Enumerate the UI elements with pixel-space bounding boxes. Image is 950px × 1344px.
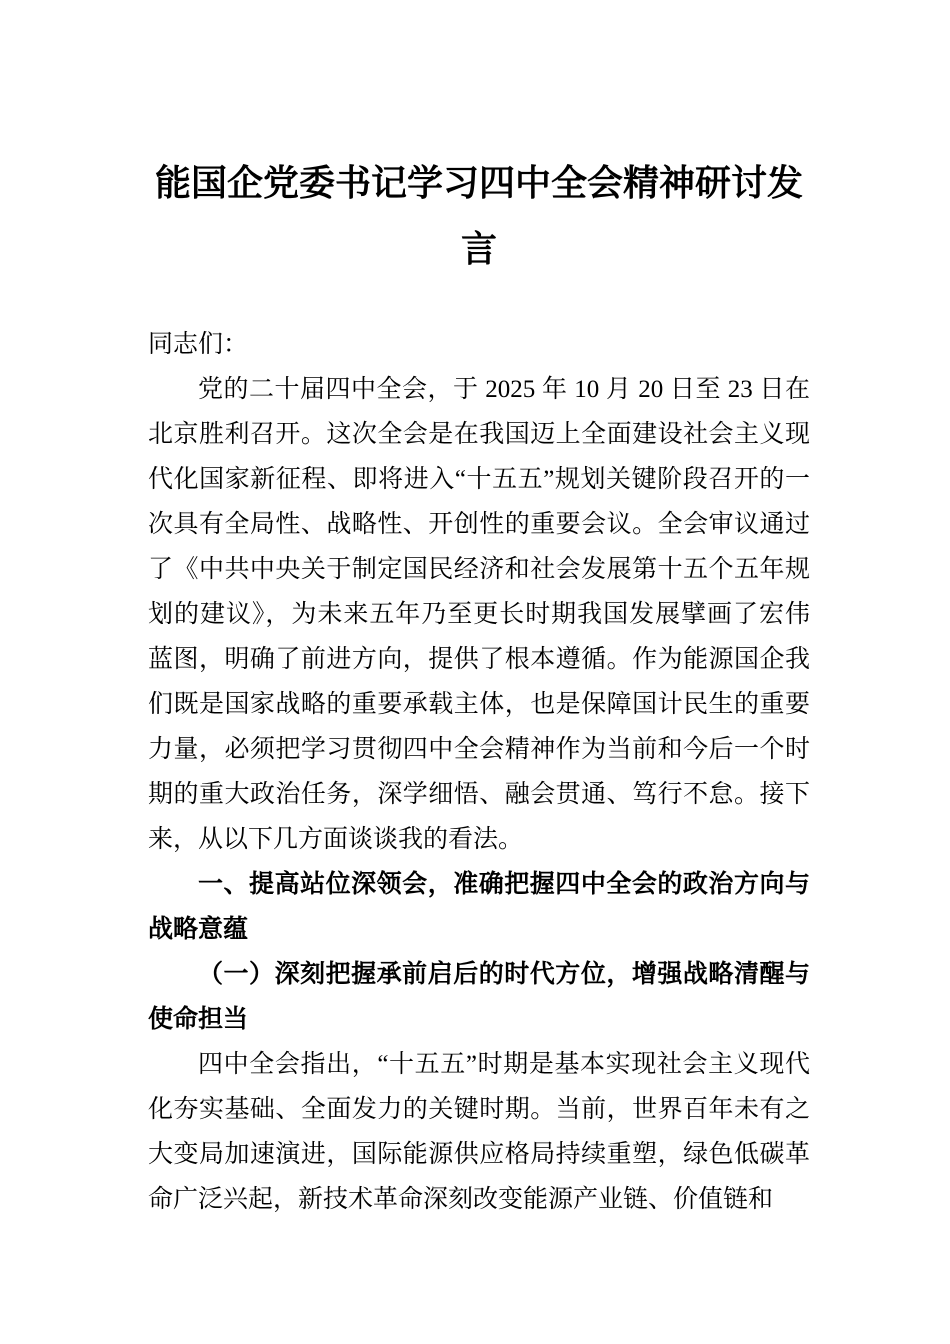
subsection-heading-1-1: （一）深刻把握承前启后的时代方位，增强战略清醒与使命担当 [148,961,810,1033]
intro-paragraph: 党的二十届四中全会，于 2025 年 10 月 20 日至 23 日在北京胜利召开。这次全会是在我国迈上全面建设社会主义现代化国家新征程、即将进入“十五五”规划关键阶段召开的一次具有全局性、战略性、开创性的重要会议。全会审议通过了《中共中央关于制定国民经济和社会发展第十五个五年规划的建议》，为未来五年乃至更长时期我国发展擘画了宏伟蓝图，明确了前进方向，提供了根本遵循。作为能源国企我们既是国家战略的重要承载主体，也是保障国计民生的重要力量，必须把学习贯彻四中全会精神作为当前和今后一个时期的重大政治任务，深学细悟、融会贯通、笃行不怠。接下来，从以下几方面谈谈我的看法。 [148,376,810,853]
body-paragraph: 四中全会指出，“十五五”时期是基本实现社会主义现代化夯实基础、全面发力的关键时期。当前，世界百年未有之大变局加速演进，国际能源供应格局持续重塑，绿色低碳革命广泛兴起，新技术革命深刻改变能源产业链、价值链和 [148,1051,810,1213]
salutation-line: 同志们： [148,331,249,358]
section-heading-1: 一、提高站位深领会，准确把握四中全会的政治方向与战略意蕴 [148,870,810,943]
document-title: 能国企党委书记学习四中全会精神研讨发言 [154,163,803,269]
